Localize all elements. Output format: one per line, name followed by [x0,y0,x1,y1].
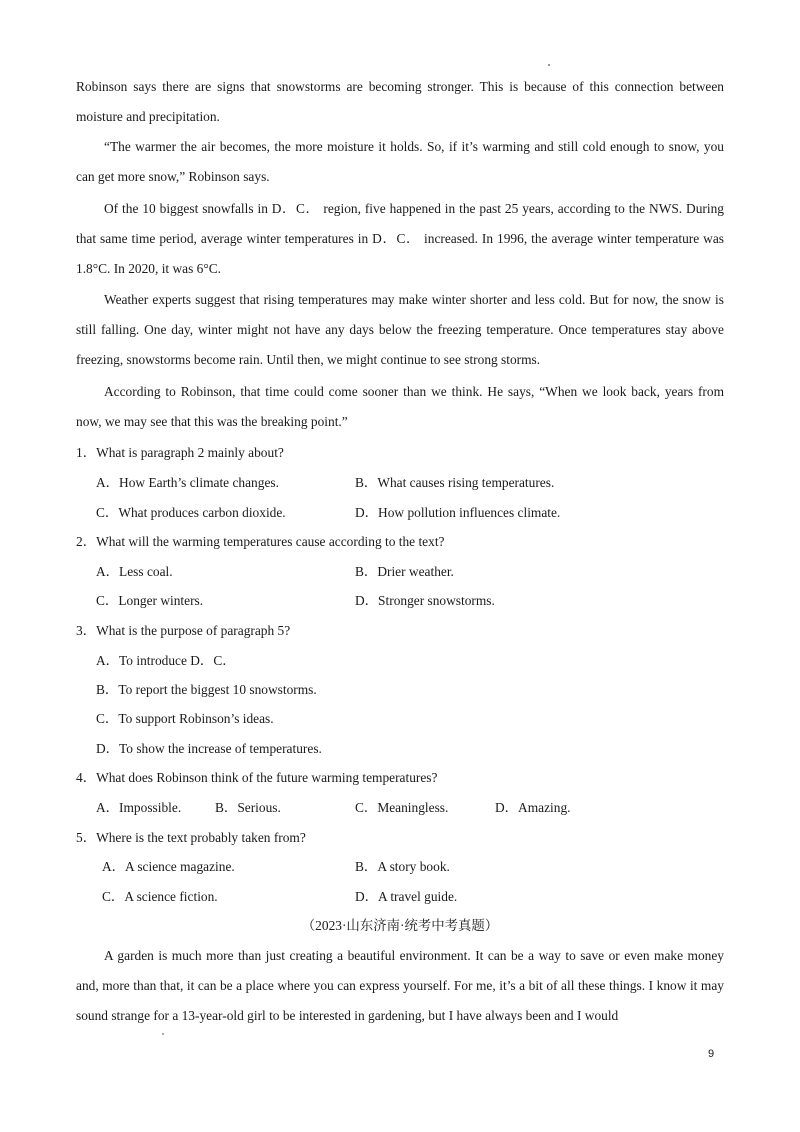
question-5-option-d: D．A travel guide. [355,889,458,904]
scan-speck-2 [162,1033,164,1035]
question-1-stem: 1．What is paragraph 2 mainly about? [76,445,284,460]
question-3-option-a: A．To introduce D．C． [96,653,236,668]
passage1-paragraph-5: According to Robinson, that time could come sooner than we think. He says, “When we look back, years from now, we may see that this was the breaking point.” [76,384,724,429]
question-5-option-b: B．A story book. [355,859,450,874]
question-2-option-d: D．Stronger snowstorms. [355,593,495,608]
question-3-stem: 3．What is the purpose of paragraph 5? [76,623,291,638]
question-5-stem: 5．Where is the text probably taken from? [76,830,306,845]
question-3-option-b: B．To report the biggest 10 snowstorms. [96,682,317,697]
passage1-paragraph-2: “The warmer the air becomes, the more moisture it holds. So, if it’s warming and still cold enough to snow, you can get more snow,” Robinson says. [76,139,724,184]
question-5-option-c: C．A science fiction. [102,889,218,904]
question-5-option-a: A．A science magazine. [102,859,235,874]
question-4-option-a: A．Impossible. [96,800,182,815]
question-2-option-b: B．Drier weather. [355,564,454,579]
passage1-paragraph-3: Of the 10 biggest snowfalls in D．C． region, five happened in the past 25 years, according to the NWS. During that same time period, average winter temperatures in D．C． increased. In 1996, the average winter temperature was 1.8°C. In 2020, it was 6°C. [76,201,724,276]
question-4-option-c: C．Meaningless. [355,800,449,815]
question-1-option-d: D．How pollution influences climate. [355,505,561,520]
question-4-option-d: D．Amazing. [495,800,571,815]
passage1-paragraph-4: Weather experts suggest that rising temperatures may make winter shorter and less cold. But for now, the snow is still falling. One day, winter might not have any days below the freezing temperature. Once temperatures stay above freezing, snowstorms become rain. Until then, we might continue to see strong storms. [76,292,724,367]
question-2-option-a: A．Less coal. [96,564,173,579]
question-2-option-c: C．Longer winters. [96,593,204,608]
source-note: （2023·山东济南·统考中考真题） [301,918,499,933]
scan-speck [548,64,550,66]
question-1-option-b: B．What causes rising temperatures. [355,475,555,490]
question-4-option-b: B．Serious. [215,800,281,815]
passage1-paragraph-1: Robinson says there are signs that snowstorms are becoming stronger. This is because of this connection between moisture and precipitation. [76,79,724,124]
question-2-stem: 2．What will the warming temperatures cause according to the text? [76,534,445,549]
question-1-option-c: C．What produces carbon dioxide. [96,505,286,520]
question-4-stem: 4．What does Robinson think of the future warming temperatures? [76,770,438,785]
question-1-option-a: A．How Earth’s climate changes. [96,475,279,490]
passage2-paragraph-1: A garden is much more than just creating a beautiful environment. It can be a way to save or even make money and, more than that, it can be a place where you can express yourself. For me, it’s a bit of all these things. I know it may sound strange for a 13-year-old girl to be interested in gardening, but I have always been and I would [76,948,724,1023]
page-number: 9 [708,1048,715,1060]
question-3-option-d: D．To show the increase of temperatures. [96,741,322,756]
question-3-option-c: C．To support Robinson’s ideas. [96,711,274,726]
